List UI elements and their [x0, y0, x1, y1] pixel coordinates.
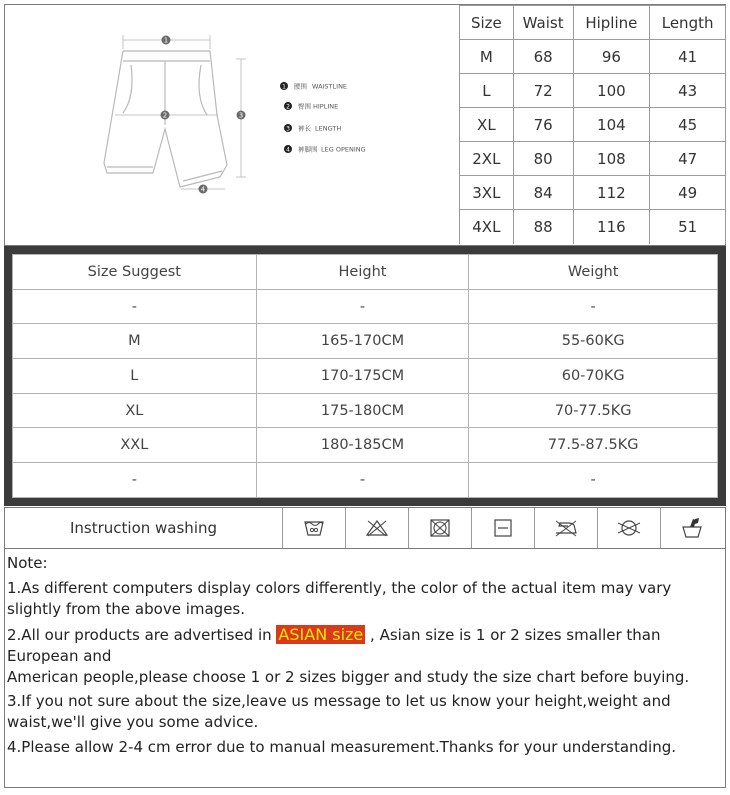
legend-num-2: 2: [286, 103, 290, 111]
shorts-diagram-image: [5, 5, 458, 245]
table-row: [460, 74, 726, 108]
table-row: [13, 463, 718, 498]
cell: M: [460, 40, 514, 74]
cell: 104: [573, 108, 650, 142]
cell: 116: [573, 210, 650, 244]
legend-hipline: HIPLINE: [313, 102, 339, 111]
cell: -: [13, 463, 257, 498]
cell: 3XL: [460, 176, 514, 210]
cell: 175-180CM: [256, 393, 469, 428]
legend-cn-4: 裤脚围: [298, 145, 318, 154]
no-tumble-dry-icon: [408, 508, 471, 548]
cell: 45: [650, 108, 726, 142]
hand-wash-only-icon: [660, 508, 723, 548]
cell: 43: [650, 74, 726, 108]
cell: -: [469, 463, 718, 498]
cell: 96: [573, 40, 650, 74]
notes-section: [4, 549, 726, 788]
iron-low-icon: [534, 508, 597, 548]
note-2-line-2: American people,please choose 1 or 2 sizes bigger and study the size chart before buying.: [7, 668, 690, 686]
notes-title: Note:: [7, 554, 48, 572]
size-suggest-frame: [4, 246, 726, 506]
header-waist: Waist: [513, 6, 573, 40]
cell: -: [13, 289, 257, 324]
header-size: Size: [460, 6, 514, 40]
header-length: Length: [650, 6, 726, 40]
note-4: 4.Please allow 2-4 cm error due to manual measurement.Thanks for your understanding.: [7, 738, 677, 756]
note-2-post: , Asian size is 1 or 2 sizes smaller than European and: [7, 626, 661, 665]
cell: XL: [13, 393, 257, 428]
legend-cn-3: 裤长: [298, 124, 311, 133]
size-suggest-table: [12, 254, 718, 498]
header-weight: Weight: [469, 255, 718, 290]
legend-num-4: 4: [286, 146, 290, 154]
table-row: [13, 289, 718, 324]
cell: L: [13, 359, 257, 394]
marker-4: 4: [200, 185, 206, 194]
table-row: [460, 108, 726, 142]
dry-flat-icon: [471, 508, 534, 548]
size-chart-header: [460, 6, 726, 40]
washing-instructions: [4, 507, 726, 549]
table-row: [13, 428, 718, 463]
cell: 68: [513, 40, 573, 74]
note-2: [7, 624, 725, 667]
asian-size-highlight: ASIAN size: [278, 625, 364, 644]
cell: 51: [650, 210, 726, 244]
cell: 84: [513, 176, 573, 210]
table-row: [460, 210, 726, 244]
cell: 41: [650, 40, 726, 74]
diagram-legend: [280, 82, 366, 154]
size-chart-table: [459, 5, 726, 244]
no-bleach-icon: [345, 508, 408, 548]
no-dry-clean-icon: [597, 508, 660, 548]
cell: 108: [573, 142, 650, 176]
cell: 100: [573, 74, 650, 108]
legend-waistline: WAISTLINE: [312, 82, 348, 91]
cell: 112: [573, 176, 650, 210]
table-row: [13, 359, 718, 394]
note-2-pre: 2.All our products are advertised in: [7, 626, 277, 644]
cell: XXL: [13, 428, 257, 463]
washing-label: Instruction washing: [69, 519, 218, 537]
legend-cn-2: 臀围: [298, 102, 311, 111]
cell: 2XL: [460, 142, 514, 176]
cell: M: [13, 324, 257, 359]
cell: L: [460, 74, 514, 108]
legend-num-3: 3: [286, 125, 290, 133]
cell: 170-175CM: [256, 359, 469, 394]
cell: 88: [513, 210, 573, 244]
size-suggest-header: [13, 255, 718, 290]
cell: 70-77.5KG: [469, 393, 718, 428]
cell: 80: [513, 142, 573, 176]
table-row: [460, 40, 726, 74]
cell: 47: [650, 142, 726, 176]
cell: 55-60KG: [469, 324, 718, 359]
note-1: 1.As different computers display colors differently, the color of the actual item may vary slightly from the above images.: [7, 579, 672, 618]
cell: 76: [513, 108, 573, 142]
size-section: [4, 4, 726, 246]
header-hipline: Hipline: [573, 6, 650, 40]
marker-1: 1: [163, 36, 169, 45]
cell: 4XL: [460, 210, 514, 244]
table-row: [13, 324, 718, 359]
marker-3: 3: [238, 111, 244, 120]
cell: 180-185CM: [256, 428, 469, 463]
legend-cn-1: 腰围: [294, 82, 307, 91]
shorts-measurement-diagram: [5, 5, 458, 245]
cell: 60-70KG: [469, 359, 718, 394]
note-3: 3.If you not sure about the size,leave us message to let us know your height,weight and waist,we'll give you some advice.: [7, 692, 671, 731]
cell: -: [256, 289, 469, 324]
cell: -: [256, 463, 469, 498]
header-size-suggest: Size Suggest: [13, 255, 257, 290]
cell: -: [469, 289, 718, 324]
table-row: [460, 176, 726, 210]
legend-num-1: 1: [282, 83, 286, 91]
cell: 165-170CM: [256, 324, 469, 359]
cell: XL: [460, 108, 514, 142]
cell: 72: [513, 74, 573, 108]
hand-wash-icon: [282, 508, 345, 548]
cell: 49: [650, 176, 726, 210]
table-row: [460, 142, 726, 176]
header-height: Height: [256, 255, 469, 290]
legend-leg-opening: LEG OPENING: [321, 145, 366, 154]
cell: 77.5-87.5KG: [469, 428, 718, 463]
legend-length: LENGTH: [315, 124, 342, 133]
marker-2: 2: [162, 111, 168, 120]
table-row: [13, 393, 718, 428]
